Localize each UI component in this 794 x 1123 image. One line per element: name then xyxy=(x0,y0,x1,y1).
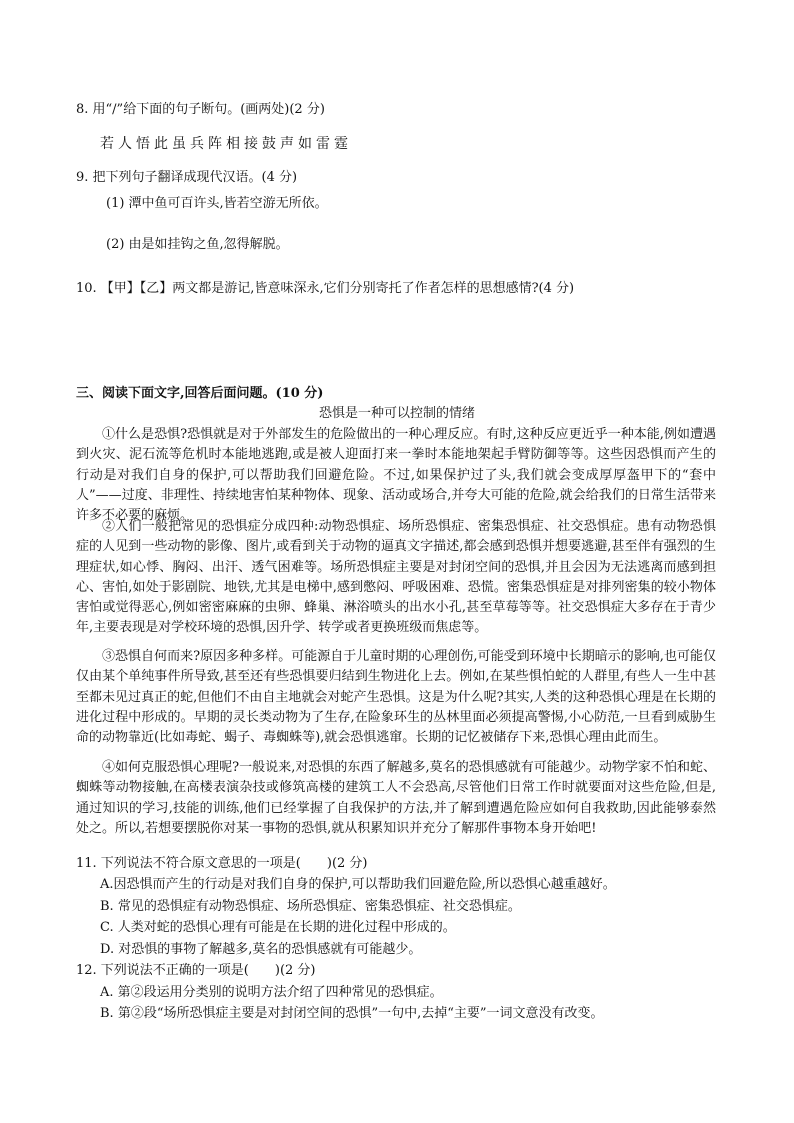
question-11-label: 11. 下列说法不符合原文意思的一项是( )(2 分) xyxy=(76,856,368,871)
article-paragraph-1: ①什么是恐惧?恐惧就是对于外部发生的危险做出的一种心理反应。有时,这种反应更近乎一种本能,例如遭遇到火灾、泥石流等危机时本能地逃跑,或是被人迎面打来一拳时本能地架起手臂防御等等。这些因恐惧而产生的行动是对我们自身的保护,可以帮助我们回避危险。不过,如果保护过了头,我们就会变成厚厚盔甲下的“套中人”——过度、非理性、持续地害怕某种物体、现象、活动或场合,并夸大可能的危险,就会给我们的日常生活带来许多不必要的麻烦。 xyxy=(76,427,716,524)
question-11-option-a: A.因恐惧而产生的行动是对我们自身的保护,可以帮助我们回避危险,所以恐惧心越重越好。 xyxy=(100,877,616,892)
section-3-heading: 三、阅读下面文字,回答后面问题。(10 分) xyxy=(76,386,324,401)
question-10-label: 10. 【甲】【乙】两文都是游记,皆意味深永,它们分别寄托了作者怎样的思想感情?(4 分) xyxy=(76,281,575,296)
question-11-option-c: C. 人类对蛇的恐惧心理有可能是在长期的进化过程中形成的。 xyxy=(100,920,456,935)
article-paragraph-2: ②人们一般把常见的恐惧症分成四种:动物恐惧症、场所恐惧症、密集恐惧症、社交恐惧症。患有动物恐惧症的人见到一些动物的影像、图片,或看到关于动物的逼真文字描述,都会感到恐惧并想要逃避,甚至伴有强烈的生理症状,如心悸、胸闷、出汗、透气困难等。场所恐惧症主要是对封闭空间的恐惧,并且会因为无法逃离而感到担心、害怕,如处于影剧院、地铁,尤其是电梯中,感到憋闷、呼吸困难、恐慌。密集恐惧症是对排列密集的较小物体害怕或觉得恶心,例如密密麻麻的虫卵、蜂巢、淋浴喷头的出水小孔,甚至草莓等等。社交恐惧症大多存在于青少年,主要表现是对学校环境的恐惧,因升学、转学或者更换班级而焦虑等。 xyxy=(76,519,716,636)
question-12-option-b: B. 第②段“场所恐惧症主要是对封闭空间的恐惧”一句中,去掉“主要”一词文意没有改变。 xyxy=(100,1006,604,1021)
question-8-sentence: 若人悟此虽兵阵相接鼓声如雷霆 xyxy=(100,136,352,152)
question-11-option-d: D. 对恐惧的事物了解越多,莫名的恐惧感就有可能越少。 xyxy=(100,942,422,957)
article-title: 恐惧是一种可以控制的情绪 xyxy=(318,406,475,421)
question-9-label: 9. 把下列句子翻译成现代汉语。(4 分) xyxy=(76,170,298,185)
question-11-option-b: B. 常见的恐惧症有动物恐惧症、场所恐惧症、密集恐惧症、社交恐惧症。 xyxy=(100,899,521,914)
question-12-label: 12. 下列说法不正确的一项是( )(2 分) xyxy=(76,963,316,978)
article-paragraph-4: ④如何克服恐惧心理呢?一般说来,对恐惧的东西了解越多,莫名的恐惧感就有可能越少。动物学家不怕和蛇、蜘蛛等动物接触,在高楼表演杂技或修筑高楼的建筑工人不会恐高,尽管他们日常工作时就要面对这些危险,但是,通过知识的学习,技能的训练,他们已经掌握了自我保护的方法,并了解到遭遇危险应如何自我救助,因此能够泰然处之。所以,若想要摆脱你对某一事物的恐惧,就从积累知识并充分了解那件事物本身开始吧! xyxy=(76,760,716,836)
question-12-option-a: A. 第②段运用分类别的说明方法介绍了四种常见的恐惧症。 xyxy=(100,985,443,1000)
question-9-item-1: (1) 潭中鱼可百许头,皆若空游无所依。 xyxy=(106,196,328,211)
question-8-label: 8. 用“/”给下面的句子断句。(画两处)(2 分) xyxy=(76,102,325,117)
article-paragraph-3: ③恐惧自何而来?原因多种多样。可能源自于儿童时期的心理创伤,可能受到环境中长期暗示的影响,也可能仅仅由某个单纯事件所导致,甚至还有些恐惧要归结到生物进化上去。例如,在某些惧怕蛇的人群里,有些人一生中甚至都未见过真正的蛇,但他们不由自主地就会对蛇产生恐惧。这是为什么呢?其实,人类的这种恐惧心理是在长期的进化过程中形成的。早期的灵长类动物为了生存,在险象环生的丛林里面必须提高警惕,小心防范,一旦看到威胁生命的动物靠近(比如毒蛇、蝎子、毒蜘蛛等),就会恐惧逃窜。长期的记忆被储存下来,恐惧心理由此而生。 xyxy=(76,649,716,746)
question-9-item-2: (2) 由是如挂钩之鱼,忽得解脱。 xyxy=(106,237,289,252)
